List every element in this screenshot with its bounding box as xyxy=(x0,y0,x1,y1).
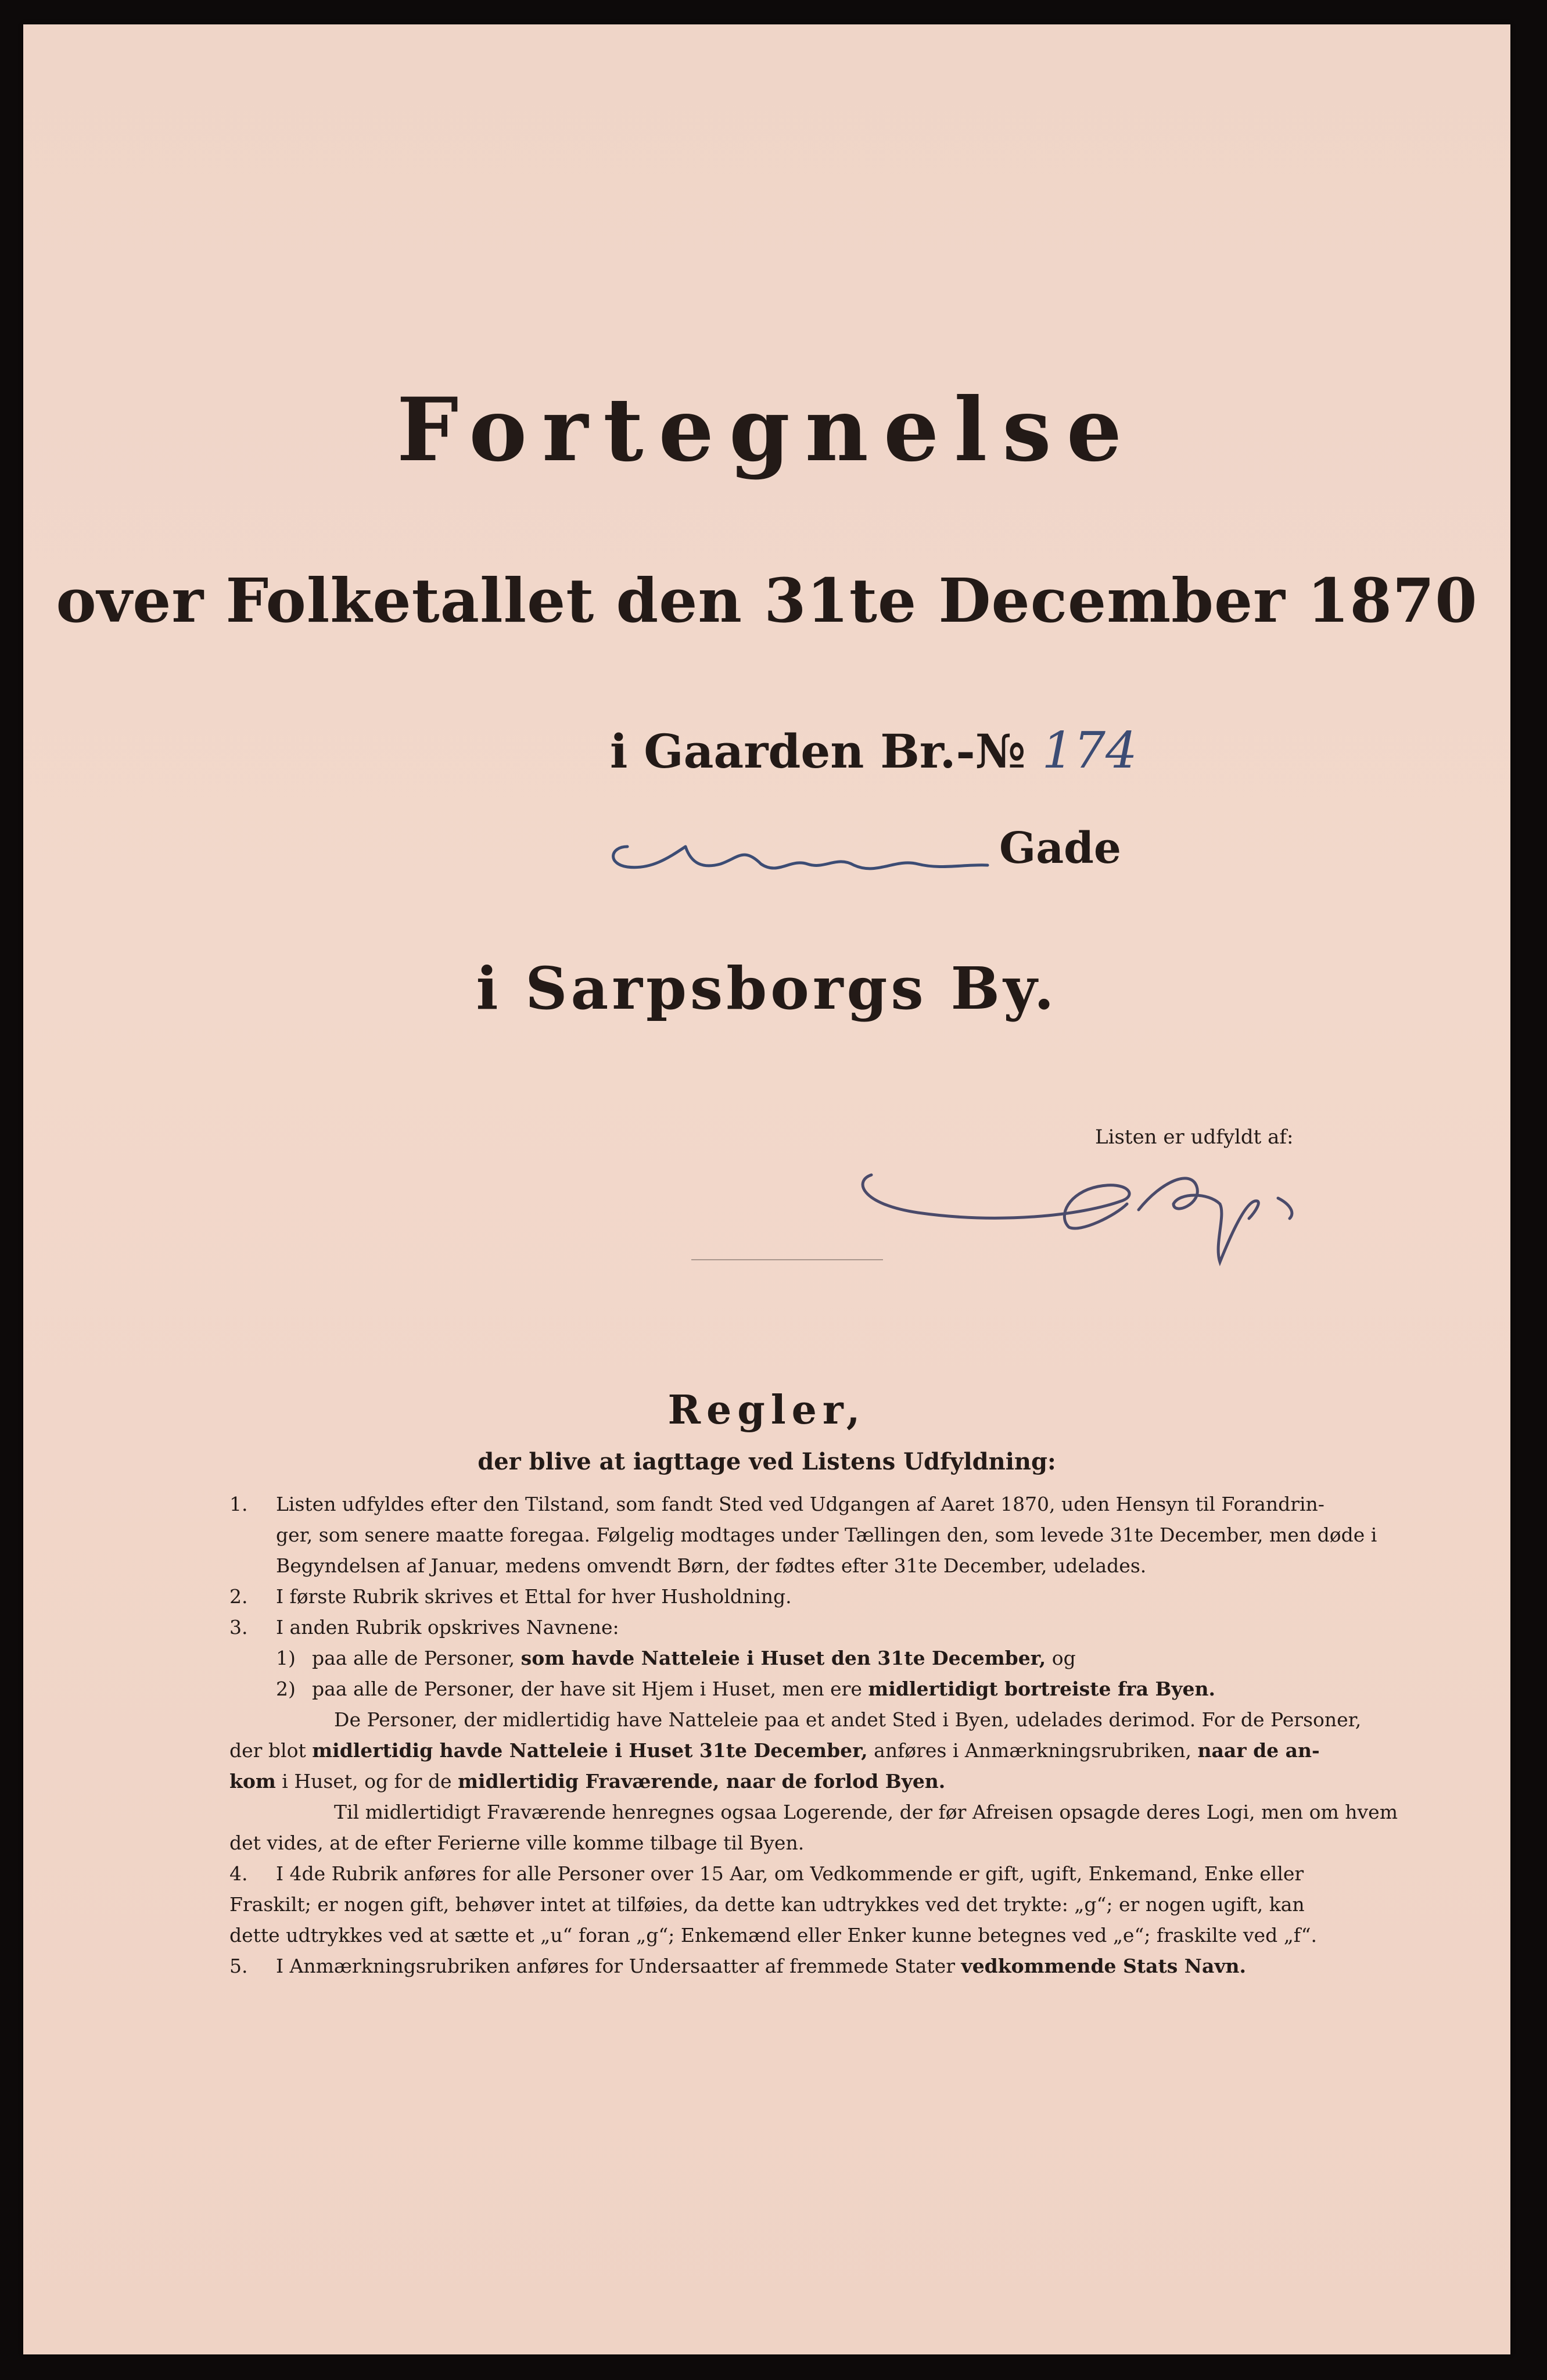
form-title: Fortegnelse xyxy=(396,379,1137,481)
rule-text: og xyxy=(1051,1647,1076,1669)
rule-bold-text: vedkommende Stats Navn. xyxy=(961,1955,1246,1977)
rule-text: De Personer, der midlertidig have Natteleie paa et andet Sted i Byen, udelades derimod. For de Personer, xyxy=(334,1708,1362,1731)
rule-number: 5. xyxy=(229,1955,248,1977)
rule-text: I første Rubrik skrives et Ettal for hver Husholdning. xyxy=(276,1585,792,1608)
rule-text: dette udtrykkes ved at sætte et „u“ foran „g“; Enkemænd eller Enker kunne betegnes ved „e“; fraskilte ved „f“. xyxy=(229,1924,1317,1947)
rule-number: 4. xyxy=(229,1862,248,1885)
rule-text: der blot xyxy=(229,1739,306,1762)
rule-text: I anden Rubrik opskrives Navnene: xyxy=(276,1616,619,1639)
street-suffix: Gade xyxy=(999,823,1121,873)
rule-bold-text: naar de an- xyxy=(1197,1739,1320,1762)
rule-3 xyxy=(229,1612,1398,1858)
rules-heading: Regler, xyxy=(667,1387,866,1433)
rule-line xyxy=(229,1735,1362,1766)
rule-text: paa alle de Personer, der have sit Hjem i Huset, men ere xyxy=(312,1678,862,1700)
rule-2 xyxy=(229,1581,1362,1612)
rule-bold-text: midlertidig havde Natteleie i Huset 31te December, xyxy=(312,1739,868,1762)
rule-bold-text: kom xyxy=(229,1770,276,1793)
rule-text: ger, som senere maatte foregaa. Følgelig modtages under Tællingen den, som levede 31te December, men døde i xyxy=(276,1524,1377,1546)
rule-1 xyxy=(229,1489,1377,1581)
rule-text: Listen udfyldes efter den Tilstand, som fandt Sted ved Udgangen af Aaret 1870, uden Hensyn til Forandrin- xyxy=(276,1493,1325,1515)
street-handwriting-image xyxy=(604,823,999,893)
item-number: 1) xyxy=(276,1647,296,1669)
gaard-number-handwritten: 174 xyxy=(1042,722,1137,780)
item-number: 2) xyxy=(276,1678,296,1700)
rule-text: Begyndelsen af Januar, medens omvendt Børn, der fødtes efter 31te December, udelades. xyxy=(276,1554,1147,1577)
signature-image xyxy=(848,1146,1325,1285)
rules-subheading: der blive at iagttage ved Listens Udfyldning: xyxy=(478,1448,1056,1475)
street-line xyxy=(604,823,1121,893)
rule-text: Fraskilt; er nogen gift, behøver intet at tilføies, da dette kan udtrykkes ved det trykte: „g“; er nogen ugift, kan xyxy=(229,1893,1305,1916)
rule-5 xyxy=(229,1951,1362,1981)
city-title: i Sarpsborgs By. xyxy=(476,954,1058,1023)
rule-text: I 4de Rubrik anføres for alle Personer over 15 Aar, om Vedkommende er gift, ugift, Enkemand, Enke eller xyxy=(276,1862,1304,1885)
rules-list xyxy=(229,1489,1398,1981)
rule-line xyxy=(229,1766,1362,1797)
rule-text: I Anmærkningsrubriken anføres for Undersaatter af fremmede Stater xyxy=(276,1955,956,1977)
rule-bold-text: midlertidig Fraværende, naar de forlod Byen. xyxy=(458,1770,946,1793)
rule-number: 3. xyxy=(229,1616,248,1639)
rule-bold-text: midlertidigt bortreiste fra Byen. xyxy=(868,1678,1215,1700)
rule-3-item-2 xyxy=(276,1673,1362,1704)
rule-text: Til midlertidigt Fraværende henregnes ogsaa Logerende, der før Afreisen opsagde deres Logi, men om hvem xyxy=(334,1801,1398,1823)
rule-text: i Huset, og for de xyxy=(282,1770,452,1793)
gaard-line xyxy=(610,722,1137,780)
census-form-page xyxy=(23,24,1510,2354)
form-subtitle: over Folketallet den 31te December 1870 xyxy=(56,565,1478,636)
rule-bold-text: som havde Natteleie i Huset den 31te December, xyxy=(521,1647,1046,1669)
rule-number: 2. xyxy=(229,1585,248,1608)
rule-number: 1. xyxy=(229,1493,248,1515)
rule-text: det vides, at de efter Ferierne ville komme tilbage til Byen. xyxy=(229,1831,805,1854)
rule-line xyxy=(276,1951,1362,1981)
gaard-prefix: i Gaarden Br.-№ xyxy=(610,724,1026,779)
rule-text: paa alle de Personer, xyxy=(312,1647,515,1669)
rule-text: anføres i Anmærkningsrubriken, xyxy=(874,1739,1191,1762)
divider-line xyxy=(691,1259,883,1260)
rule-4 xyxy=(229,1858,1362,1951)
listen-label: Listen er udfyldt af: xyxy=(1095,1126,1294,1149)
rule-3-item-1 xyxy=(276,1643,1362,1673)
